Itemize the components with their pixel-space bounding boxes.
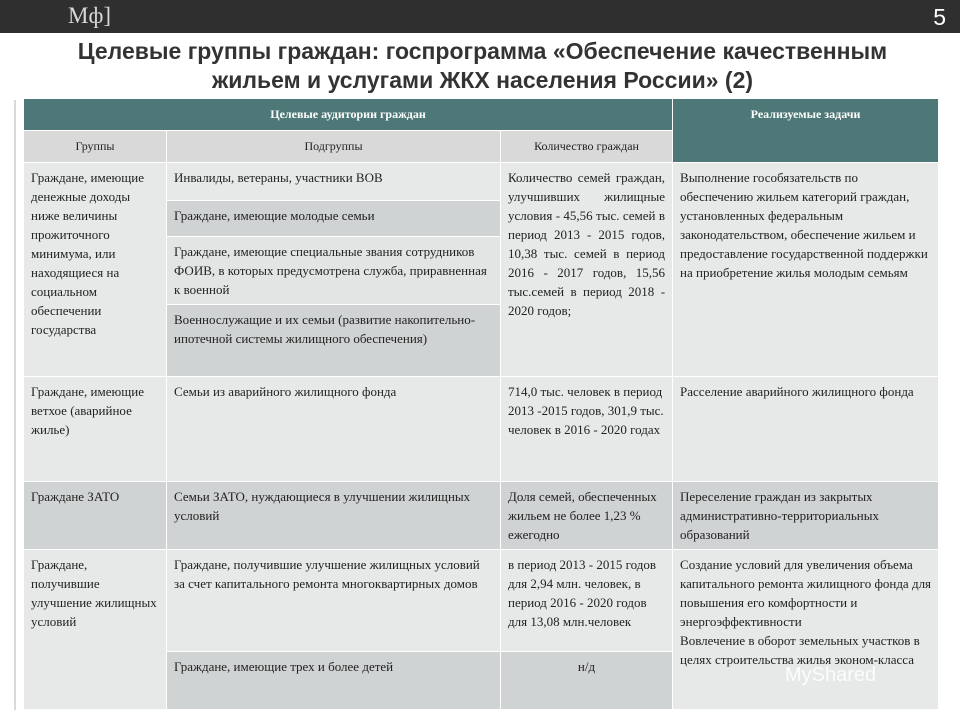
col-subgroups: Подгруппы	[167, 131, 501, 163]
table-cell-subgroup: Военнослужащие и их семьи (развитие накопительно-ипотечной системы жилищного обеспечения)	[167, 305, 501, 377]
table-cell-group: Граждане, получившие улучшение жилищных условий	[24, 550, 167, 710]
tasks-text-2: Вовлечение в оборот земельных участков в целях строительства жилья эконом-класса	[680, 633, 920, 667]
table-cell-subgroup: Граждане, получившие улучшение жилищных условий за счет капитального ремонта многоквартирных домов	[167, 550, 501, 652]
logo: Мф]	[68, 3, 112, 28]
table-cell-count: н/д	[501, 652, 673, 710]
table-cell-subgroup: Семьи ЗАТО, нуждающиеся в улучшении жилищных условий	[167, 482, 501, 550]
table-cell-group: Граждане, имеющие денежные доходы ниже величины прожиточного минимума, или находящиеся на социальном обеспечении государства	[24, 163, 167, 377]
top-bar	[0, 0, 960, 33]
title-line-1: Целевые группы граждан: госпрограмма «Обеспечение качественным	[77, 38, 888, 64]
title-line-2: жильем и услугами ЖКХ населения России» (2)	[211, 67, 754, 93]
table-cell-group: Граждане, имеющие ветхое (аварийное жилье)	[24, 377, 167, 482]
side-divider	[14, 100, 16, 710]
tasks-text-1: Создание условий для увеличения объема капитального ремонта жилищного фонда для повышения его комфортности и энергоэффективности	[680, 557, 932, 629]
page-number: 5	[933, 4, 946, 30]
table-cell-subgroup: Граждане, имеющие специальные звания сотрудников ФОИВ, в которых предусмотрена служба, приравненная к военной	[167, 237, 501, 305]
slide-title	[30, 37, 935, 95]
col-count: Количество граждан	[501, 131, 673, 163]
table-cell-group: Граждане ЗАТО	[24, 482, 167, 550]
table-cell-subgroup: Семьи из аварийного жилищного фонда	[167, 377, 501, 482]
col-groups: Группы	[24, 131, 167, 163]
table-cell-tasks: Расселение аварийного жилищного фонда	[673, 377, 939, 482]
table-cell-count: Доля семей, обеспеченных жильем не более 1,23 % ежегодно	[501, 482, 673, 550]
table-cell-count: в период 2013 - 2015 годов для 2,94 млн. человек, в период 2016 - 2020 годов для 13,08 млн.человек	[501, 550, 673, 652]
table-cell-subgroup: Граждане, имеющие молодые семьи	[167, 201, 501, 237]
table-cell-count: 714,0 тыс. человек в период 2013 -2015 годов, 301,9 тыс. человек в 2016 - 2020 годах	[501, 377, 673, 482]
table-cell-tasks: Переселение граждан из закрытых административно-территориальных образований	[673, 482, 939, 550]
target-groups-table	[23, 98, 938, 710]
table-cell-subgroup: Инвалиды, ветераны, участники ВОВ	[167, 163, 501, 201]
table-cell-tasks: Выполнение гособязательств по обеспечению жильем категорий граждан, установленных федеральным законодательством, обеспечение жильем и предоставление государственной поддержки на приобретение жилья молодым семьям	[673, 163, 939, 377]
table-cell-count: Количество семей граждан, улучшивших жилищные условия - 45,56 тыс. семей в период 2013 - 2015 годов, 10,38 тыс. семей в период 2016 - 2017 годов, 15,56 тыс.семей в период 2018 - 2020 годов;	[501, 163, 673, 377]
header-tasks: Реализуемые задачи	[673, 99, 939, 163]
header-audiences: Целевые аудитории граждан	[24, 99, 673, 131]
table-cell-subgroup: Граждане, имеющие трех и более детей	[167, 652, 501, 710]
watermark: MyShared	[785, 664, 877, 686]
